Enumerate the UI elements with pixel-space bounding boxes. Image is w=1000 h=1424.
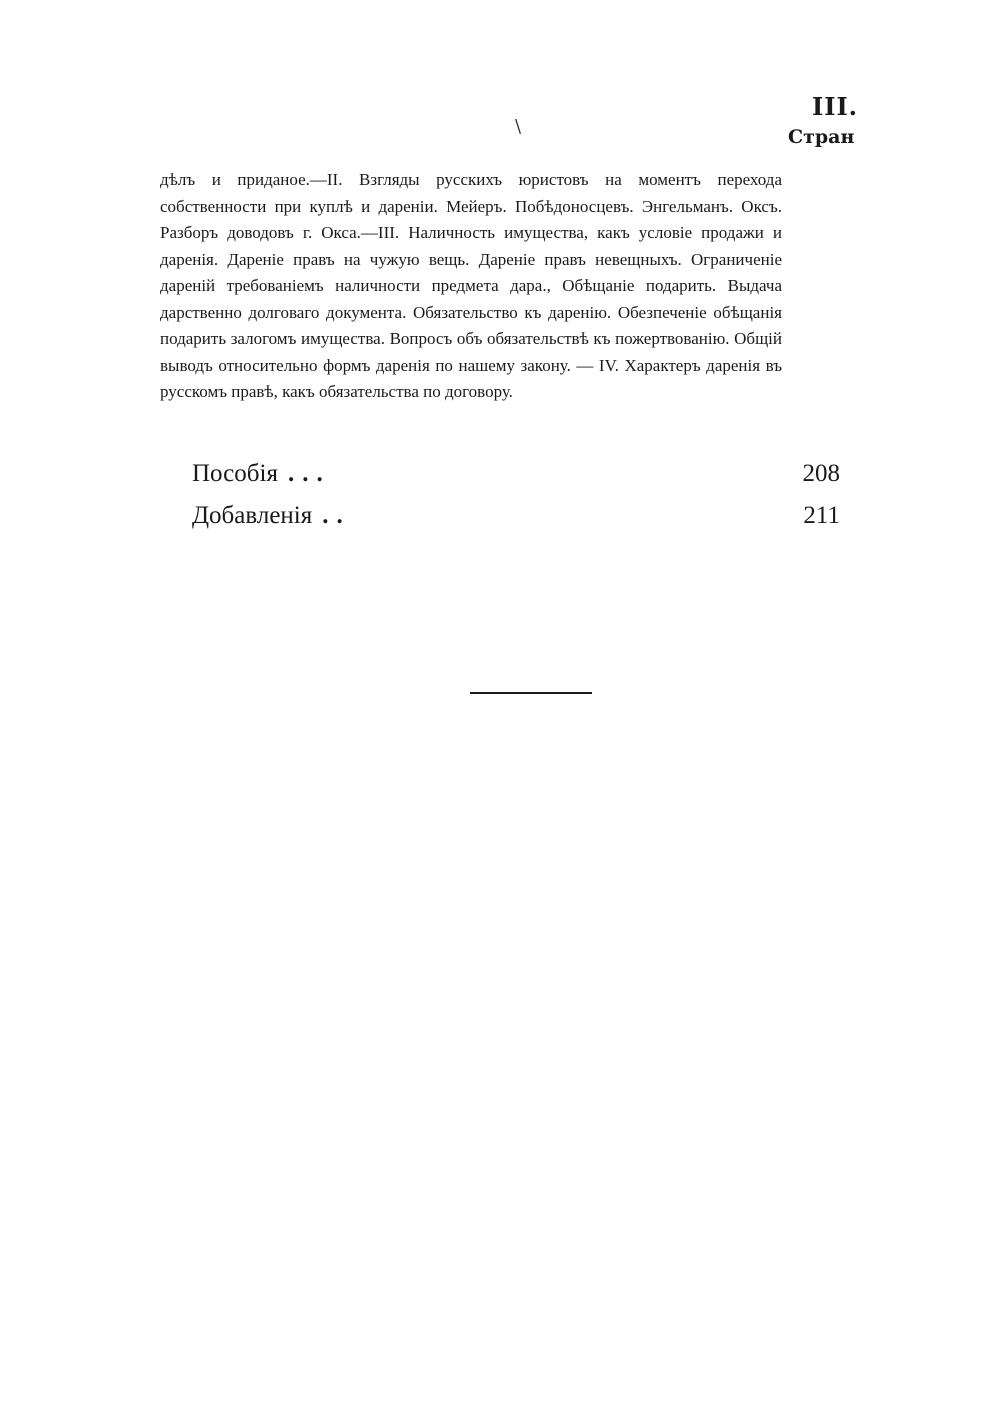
page-number: III. <box>812 92 859 121</box>
toc-entry-page: 208 <box>802 460 840 487</box>
toc-entry-label: Добавленія .. <box>192 502 351 529</box>
toc-entry-posobia <box>192 460 840 496</box>
toc-leader-dots: .. <box>322 502 351 529</box>
page-column-header: Стран <box>788 126 855 148</box>
section-divider <box>470 692 592 694</box>
toc-body-text: дѣлъ и приданое.—II. Взгляды русскихъ юристовъ на моментъ перехода собственности при куплѣ и дареніи. Мейеръ. Побѣдоносцевъ. Энгельманъ. Оксъ. Разборъ доводовъ г. Окса.—III. Наличность имущества, какъ условіе продажи и даренія. Дареніе правъ на чужую вещь. Дареніе правъ невещныхъ. Ограниченіе дареній требованіемъ наличности предмета дара., Обѣщаніе подарить. Выдача дарственно долговаго документа. Обязательство къ даренію. Обезпеченіе обѣщанія подарить залогомъ имущества. Вопросъ объ обязательствѣ къ пожертвованію. Общій выводъ относительно формъ даренія по нашему закону. — IV. Характеръ даренія въ русскомъ правѣ, какъ обязательства по договору. <box>160 170 782 401</box>
toc-leader-dots: ... <box>287 460 331 487</box>
toc-entry-dobavlenia <box>192 502 840 538</box>
toc-entry-page: 211 <box>803 502 840 529</box>
toc-entry-label: Пособія ... <box>192 460 331 487</box>
stray-mark: \ <box>515 116 522 137</box>
